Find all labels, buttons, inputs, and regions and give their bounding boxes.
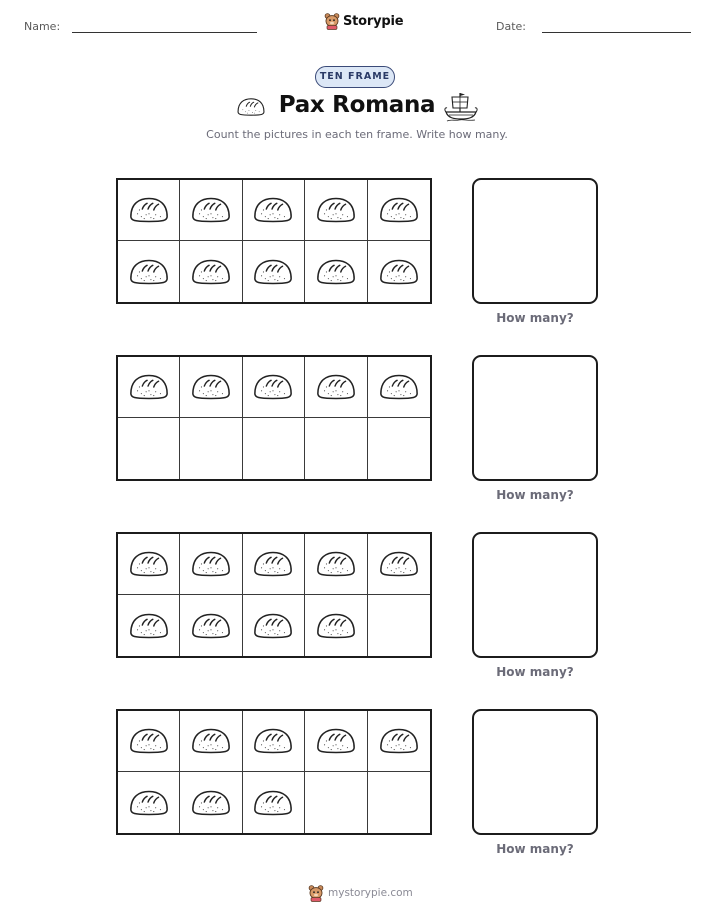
answer-box-4[interactable] [472,709,598,835]
frame-cell [305,595,367,656]
frame-cell [305,357,367,418]
brand-logo [324,12,403,30]
bread-icon [190,788,232,818]
frame-cell [118,180,180,241]
ship-icon [444,90,478,122]
frame-cell [180,241,242,302]
frame-cell [305,241,367,302]
bread-icon [252,788,294,818]
bread-icon [252,257,294,287]
frame-cell [368,357,430,418]
frame-cell [118,418,180,479]
bread-icon [315,257,357,287]
frame-cell [368,418,430,479]
bread-icon [378,726,420,756]
bread-icon [128,372,170,402]
bread-icon [315,549,357,579]
bear-mascot-icon [324,12,340,30]
frame-cell [368,772,430,833]
bread-icon [128,549,170,579]
frame-cell [368,534,430,595]
bread-icon [315,372,357,402]
bread-icon [128,195,170,225]
frame-cell [243,772,305,833]
how-many-label-2: How many? [496,488,574,502]
frame-cell [180,418,242,479]
bread-icon [315,611,357,641]
frame-cell [180,595,242,656]
frame-cell [243,595,305,656]
bread-icon [378,549,420,579]
bread-icon [190,257,232,287]
frame-cell [118,357,180,418]
brand-name: Storypie [343,13,404,29]
frame-cell [243,534,305,595]
bread-icon [128,788,170,818]
answer-box-2[interactable] [472,355,598,481]
how-many-label-3: How many? [496,665,574,679]
worksheet-title: Pax Romana [278,92,436,118]
bread-icon [190,726,232,756]
bread-icon [378,372,420,402]
bread-icon [252,611,294,641]
bread-icon [378,257,420,287]
frame-cell [243,418,305,479]
name-line[interactable] [72,32,257,33]
frame-cell [180,180,242,241]
bread-icon [252,549,294,579]
date-line[interactable] [542,32,691,33]
frame-cell [368,711,430,772]
frame-cell [243,180,305,241]
answer-box-3[interactable] [472,532,598,658]
bread-icon [190,549,232,579]
bread-icon [128,257,170,287]
bread-icon [190,195,232,225]
name-label: Name: [24,20,61,33]
frame-cell [368,595,430,656]
instructions: Count the pictures in each ten frame. Write how many. [206,128,508,141]
bread-icon [128,611,170,641]
bread-icon [128,726,170,756]
bread-icon [315,726,357,756]
frame-cell [305,418,367,479]
frame-cell [118,772,180,833]
frame-cell [368,180,430,241]
frame-cell [180,772,242,833]
ten-frame-1 [116,178,432,304]
bread-icon [190,611,232,641]
how-many-label-4: How many? [496,842,574,856]
ten-frame-4 [116,709,432,835]
footer [308,884,413,902]
frame-cell [118,711,180,772]
date-label: Date: [496,20,526,33]
frame-cell [243,241,305,302]
bread-icon [252,372,294,402]
bear-mascot-icon [308,884,324,902]
footer-site: mystorypie.com [328,887,413,899]
frame-cell [305,772,367,833]
frame-cell [243,357,305,418]
bread-icon [252,726,294,756]
frame-cell [118,241,180,302]
bread-icon [252,195,294,225]
answer-box-1[interactable] [472,178,598,304]
frame-cell [305,180,367,241]
frame-cell [180,711,242,772]
bread-icon [378,195,420,225]
frame-cell [305,711,367,772]
frame-cell [180,357,242,418]
frame-cell [305,534,367,595]
ten-frame-2 [116,355,432,481]
bread-icon [315,195,357,225]
frame-cell [180,534,242,595]
frame-cell [118,534,180,595]
how-many-label-1: How many? [496,311,574,325]
frame-cell [368,241,430,302]
ten-frame-3 [116,532,432,658]
ten-frame-badge: TEN FRAME [315,66,395,88]
bread-icon [190,372,232,402]
frame-cell [118,595,180,656]
frame-cell [243,711,305,772]
